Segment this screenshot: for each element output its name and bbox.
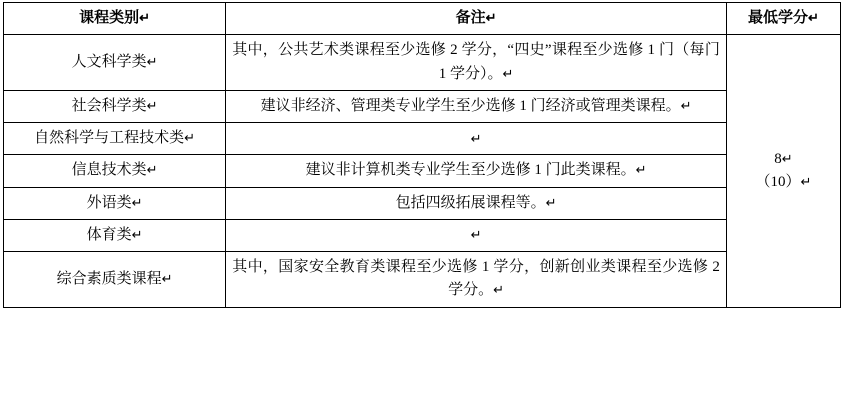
header-cell-remark [226,3,727,35]
remark-text: 包括四级拓展课程等。 [395,194,546,211]
remark-text: 建议非经济、管理类专业学生至少选修 1 门经济或管理类课程。 [260,97,681,114]
paragraph-mark-icon: ↵ [635,162,647,178]
cell-remark [226,252,727,308]
cell-remark [226,90,727,122]
cell-category [4,252,226,308]
paragraph-mark-icon: ↵ [502,65,514,81]
category-label: 人文科学类 [71,53,147,70]
cell-category [4,90,226,122]
remark-text: 其中，公共艺术类课程至少选修 2 学分，“四史”课程至少选修 1 门（每门 1 学分）。 [232,42,720,82]
paragraph-mark-icon: ↵ [161,270,173,286]
remark-text: 建议非计算机类专业学生至少选修 1 门此类课程。 [305,162,636,179]
table-row [4,90,841,122]
cell-minimum-credit [726,35,840,307]
category-label: 外语类 [86,194,132,211]
category-label: 体育类 [86,226,132,243]
credit-alt-value: （10） [755,173,801,190]
remark-text: 其中，国家安全教育类课程至少选修 1 学分，创新创业类课程至少选修 2 学分。 [232,259,720,299]
paragraph-mark-icon: ↵ [131,226,143,242]
cell-remark [226,123,727,155]
category-label: 社会科学类 [71,97,147,114]
paragraph-mark-icon: ↵ [146,53,158,69]
category-label: 自然科学与工程技术类 [34,130,185,146]
course-requirements-table [3,2,841,308]
header-cell-category [4,3,226,35]
credit-alt-value-line [733,171,834,194]
paragraph-mark-icon: ↵ [493,282,504,298]
table-row [4,35,841,91]
header-label-category: 课程类别 [79,10,140,26]
table-row [4,155,841,187]
table-row [4,252,841,308]
paragraph-mark-icon: ↵ [800,173,812,189]
credit-value-line [733,148,834,171]
paragraph-mark-icon: ↵ [470,130,482,146]
category-label: 信息技术类 [71,162,147,179]
paragraph-mark-icon: ↵ [184,130,196,145]
paragraph-mark-icon: ↵ [146,162,158,178]
paragraph-mark-icon: ↵ [131,194,143,210]
paragraph-mark-icon: ↵ [545,194,557,210]
cell-category [4,155,226,187]
header-cell-credit [726,3,840,35]
cell-remark [226,219,727,251]
cell-remark [226,35,727,91]
category-label: 综合素质类课程 [56,270,162,287]
paragraph-mark-icon: ↵ [470,227,482,243]
cell-remark [226,187,727,219]
cell-category [4,123,226,155]
cell-category [4,219,226,251]
paragraph-mark-icon: ↵ [680,97,692,113]
table-row [4,123,841,155]
paragraph-mark-icon: ↵ [781,150,793,166]
table-row [4,219,841,251]
credit-value: 8 [774,150,782,167]
paragraph-mark-icon: ↵ [146,97,158,113]
header-label-credit: 最低学分 [747,10,808,26]
paragraph-mark-icon: ↵ [807,10,819,25]
cell-remark [226,155,727,187]
paragraph-mark-icon: ↵ [139,10,151,25]
table-row [4,187,841,219]
header-label-remark: 备注 [455,10,486,26]
cell-category [4,35,226,91]
paragraph-mark-icon: ↵ [485,10,497,25]
cell-category [4,187,226,219]
table-header-row [4,3,841,35]
